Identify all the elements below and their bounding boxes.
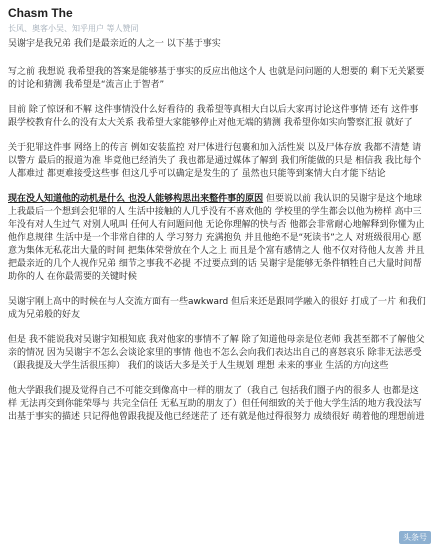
answer-paragraph-5-rest: 但要说以前 我认识的吴谢宇是这个地球上我最后一个想到会犯罪的人 生活中接触的人几乎没有不喜欢他的 学校里的学生都会以他为榜样 高中三年没有对人生过气 对别人吼叫 任何人有问题问他 无论你理解的快与否 他都会非常耐心地解释到你懂为止 他作息规律 生活中是一个非常自律的人 学习努力 充满抱负 并且他绝不是“死读书”之人 对班级很用心 愿意为集体无私花出大量的时间 把集体荣誉放在个人之上 而且是个富有感情之人 他不仅对待他人友善 并且把最亲近的几个人视作兄弟 细节之事我不必提 不过要点到的话 吴谢宇是能够无条件牺牲自己大量时间帮助你的人 在你最需要的关键时候 bbox=[8, 194, 425, 282]
answer-content bbox=[8, 38, 427, 424]
answer-paragraph-3: 目前 除了惊讶和不解 这件事情没什么好看待的 我希望等真相大白以后大家再讨论这件事情 还有 这件事跟学校教育什么的没有太大关系 我希望大家能够停止对他无端的猜测 我希望你如实向警察汇报 就好了 bbox=[8, 105, 419, 128]
answer-paragraph-5 bbox=[8, 193, 427, 284]
answer-paragraph-8: 他大学跟我们提及觉得自己不可能交到像高中一样的朋友了（我自己 包括我们圈子内的很多人 也都是这样 无法再交到你能荣辱与 共完全信任 无私互助的朋友了）但任何细致的关于他大学生活的地方我没法写出基于事实的描述 只记得他曾跟我提及他已经迷茫了 还有就是他过得很努力 成绩很好 萌着他的理想前进 bbox=[8, 386, 425, 422]
answer-paragraph-5-bold: 现在没人知道他的动机是什么 也没人能够构思出来整件事的原因 bbox=[8, 194, 264, 204]
answer-paragraph-7: 但是 我不能说我对吴谢宇知根知底 我对他家的事情不了解 除了知道他母亲是位老师 我甚至都不了解他父亲的情况 因为吴谢宇不怎么会谈论家里的事情 他也不怎么会向我们表达出自己的喜怒哀乐 除非无法恶受（跟我提及大学生活很压抑） 我们的谈话大多是关于人生规划 理想 未来的事业 生活的方向这些 bbox=[8, 335, 425, 371]
watermark-badge: 头条号 bbox=[399, 531, 431, 544]
answer-paragraph-6: 吴谢宇刚上高中的时候在与人交流方面有一些awkward 但后来还是跟同学融入的很好 打成了一片 和我们成为兄弟般的好友 bbox=[8, 297, 426, 320]
answer-paragraph-4: 关于犯罪这件事 网络上的传言 例如安装监控 对尸体进行包裹和加入活性炭 以及尸体存放 我都不清楚 请以警方 最后的报道为准 毕竟他已经消失了 我也都是通过媒体了解到 我们所能做的只是 相信我 我比每个人都难过 都更难接受这些事 但这几乎可以确定是发生的了 虽然也只能等到案情大白才能下结论 bbox=[8, 143, 422, 179]
author-name[interactable]: Chasm The bbox=[8, 6, 73, 20]
answer-paragraph-2: 写之前 我想说 我希望我的答案是能够基于事实的反应出他这个人 也就是问问题的人想要的 剩下无关紧要的讨论和猜测 我希望是“流言止于智者” bbox=[8, 67, 425, 90]
upvote-summary: 长风、奥客小吴、知乎用户 等人赞同 bbox=[8, 24, 139, 33]
answer-paragraph-1: 吴谢宇是我兄弟 我们是最亲近的人之一 以下基于事实 bbox=[8, 39, 221, 49]
